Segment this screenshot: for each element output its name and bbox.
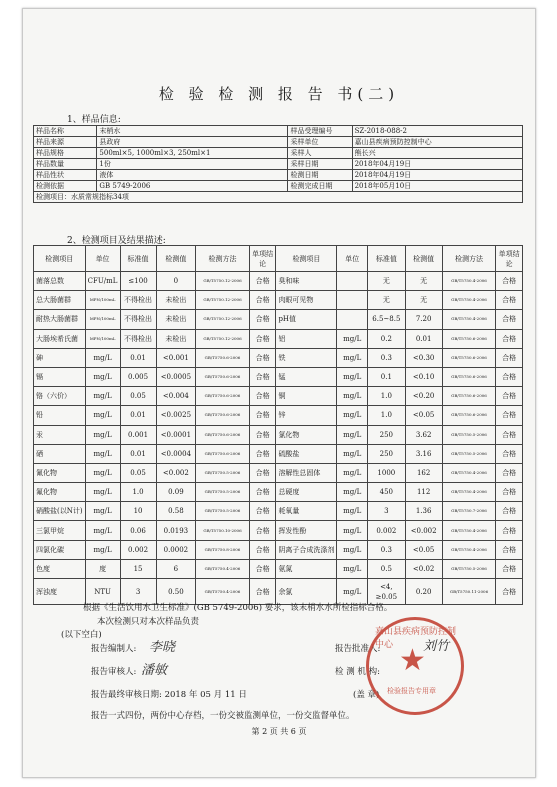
info-label: 检测日期 bbox=[288, 170, 352, 181]
result-cell: mg/L bbox=[337, 444, 368, 463]
info-row bbox=[34, 126, 523, 137]
result-cell: 0.01 bbox=[120, 348, 156, 367]
result-cell: 无 bbox=[405, 291, 442, 310]
result-cell: mg/L bbox=[337, 425, 368, 444]
result-cell: 合格 bbox=[249, 483, 276, 502]
result-cell: GB/T5750.6-2006 bbox=[196, 348, 250, 367]
column-header: 单位 bbox=[337, 246, 368, 272]
result-cell: 砷 bbox=[34, 348, 86, 367]
result-cell: GB/T5750.5-2006 bbox=[196, 502, 250, 521]
column-header: 标准值 bbox=[368, 246, 406, 272]
sample-info-table bbox=[33, 125, 523, 203]
result-cell: <0.0005 bbox=[156, 367, 196, 386]
result-cell: 耐热大肠菌群 bbox=[34, 310, 86, 329]
result-cell: 阴离子合成洗涤剂 bbox=[276, 540, 337, 559]
column-header: 检测值 bbox=[156, 246, 196, 272]
info-label: 样品性状 bbox=[34, 170, 97, 181]
result-cell: 250 bbox=[368, 425, 406, 444]
result-cell: 0.002 bbox=[120, 540, 156, 559]
result-cell bbox=[337, 272, 368, 291]
result-cell: 锌 bbox=[276, 406, 337, 425]
report-page bbox=[22, 8, 536, 778]
result-cell: 3.62 bbox=[405, 425, 442, 444]
result-cell: 耗氧量 bbox=[276, 502, 337, 521]
result-cell: pH值 bbox=[276, 310, 337, 329]
result-cell: 合格 bbox=[496, 291, 523, 310]
result-cell: 肉眼可见物 bbox=[276, 291, 337, 310]
result-row bbox=[34, 444, 523, 463]
result-cell: 6 bbox=[156, 559, 196, 578]
result-cell: 大肠埃希氏菌 bbox=[34, 329, 86, 348]
conclusion-note: 本次检测只对本次样品负责 bbox=[97, 617, 200, 627]
result-cell: 0.001 bbox=[120, 425, 156, 444]
result-cell: 合格 bbox=[496, 444, 523, 463]
result-row bbox=[34, 559, 523, 578]
info-value: 2018年05月10日 bbox=[352, 181, 522, 192]
info-value: 2018年04月19日 bbox=[352, 170, 522, 181]
result-cell: 无 bbox=[405, 272, 442, 291]
result-cell: 合格 bbox=[496, 329, 523, 348]
result-cell: 不得检出 bbox=[120, 291, 156, 310]
result-cell: GB/T5750.12-2006 bbox=[196, 310, 250, 329]
result-cell: NTU bbox=[85, 579, 120, 605]
result-cell: 0.20 bbox=[405, 579, 442, 605]
info-row bbox=[34, 192, 523, 203]
result-cell: 合格 bbox=[249, 387, 276, 406]
result-cell: 合格 bbox=[249, 579, 276, 605]
info-value: 2018年04月19日 bbox=[352, 159, 522, 170]
info-value: 500ml×5, 1000ml×3, 250ml×1 bbox=[97, 148, 288, 159]
column-header: 检测方法 bbox=[196, 246, 250, 272]
info-value: 熊长兴 bbox=[352, 148, 522, 159]
result-cell: mg/L bbox=[337, 502, 368, 521]
result-cell: 未检出 bbox=[156, 329, 196, 348]
result-cell: GB/T5750.5-2006 bbox=[442, 559, 496, 578]
result-cell: 浑浊度 bbox=[34, 579, 86, 605]
result-cell: 0.0002 bbox=[156, 540, 196, 559]
result-cell: GB/T5750.12-2006 bbox=[196, 329, 250, 348]
result-cell: 菌落总数 bbox=[34, 272, 86, 291]
result-cell: 合格 bbox=[249, 425, 276, 444]
agency-label: 检 测 机 构: bbox=[335, 667, 380, 677]
result-cell: 合格 bbox=[249, 367, 276, 386]
seal-ring-text: 嘉山县疾病预防控制中心 bbox=[375, 627, 457, 650]
result-cell: 度 bbox=[85, 559, 120, 578]
result-cell bbox=[337, 310, 368, 329]
result-cell: 0.002 bbox=[368, 521, 406, 540]
info-row bbox=[34, 170, 523, 181]
result-cell: mg/L bbox=[85, 502, 120, 521]
result-row bbox=[34, 329, 523, 348]
result-cell: 0.01 bbox=[120, 406, 156, 425]
column-header: 单项结论 bbox=[249, 246, 276, 272]
result-cell: 色度 bbox=[34, 559, 86, 578]
info-label: 检测完成日期 bbox=[288, 181, 352, 192]
result-cell: 硝酸盐(以N计) bbox=[34, 502, 86, 521]
result-cell: 0.1 bbox=[368, 367, 406, 386]
result-cell: 合格 bbox=[249, 521, 276, 540]
info-row bbox=[34, 181, 523, 192]
section-sample-info-heading: 1、样品信息: bbox=[67, 115, 121, 125]
result-row bbox=[34, 521, 523, 540]
official-seal bbox=[366, 617, 464, 715]
final-review-date: 报告最终审核日期: 2018 年 05 月 11 日 bbox=[91, 690, 247, 700]
approved-by-signature: 刘竹 bbox=[423, 639, 450, 654]
result-cell: 合格 bbox=[496, 310, 523, 329]
result-cell: mg/L bbox=[85, 367, 120, 386]
info-label: 检测依据 bbox=[34, 181, 97, 192]
column-header: 检测项目 bbox=[276, 246, 337, 272]
result-cell: mg/L bbox=[337, 329, 368, 348]
result-cell: 1.36 bbox=[405, 502, 442, 521]
section-results-heading: 2、检测项目及结果描述: bbox=[67, 236, 166, 246]
result-cell: 0.0193 bbox=[156, 521, 196, 540]
result-cell: mg/L bbox=[337, 521, 368, 540]
result-cell: mg/L bbox=[337, 483, 368, 502]
info-label: 样品名称 bbox=[34, 126, 97, 137]
result-row bbox=[34, 310, 523, 329]
result-cell: GB/T5750.6-2006 bbox=[196, 425, 250, 444]
info-label: 采样人 bbox=[288, 148, 352, 159]
result-cell: <0.30 bbox=[405, 348, 442, 367]
result-cell: 3 bbox=[120, 579, 156, 605]
result-cell: 0.3 bbox=[368, 540, 406, 559]
info-label: 采样单位 bbox=[288, 137, 352, 148]
result-row bbox=[34, 387, 523, 406]
result-cell: 合格 bbox=[249, 540, 276, 559]
result-cell: 合格 bbox=[496, 579, 523, 605]
column-header: 单项结论 bbox=[496, 246, 523, 272]
result-cell: 0.005 bbox=[120, 367, 156, 386]
column-header: 检测方法 bbox=[442, 246, 496, 272]
result-cell: GB/T5750.6-2006 bbox=[442, 406, 496, 425]
page-title: 检 验 检 测 报 告 书(二) bbox=[158, 85, 400, 103]
info-value: SZ-2018-088-2 bbox=[352, 126, 522, 137]
result-cell: 铁 bbox=[276, 348, 337, 367]
result-cell: 合格 bbox=[249, 348, 276, 367]
result-cell: mg/L bbox=[85, 540, 120, 559]
result-row bbox=[34, 483, 523, 502]
result-cell: 0.05 bbox=[120, 463, 156, 482]
result-cell: GB/T5750.5-2006 bbox=[442, 444, 496, 463]
reviewed-by-label: 报告审核人: bbox=[91, 667, 137, 677]
result-cell: GB/T5750.4-2006 bbox=[442, 272, 496, 291]
result-cell: <0.0004 bbox=[156, 444, 196, 463]
result-cell: 15 bbox=[120, 559, 156, 578]
result-cell: CFU/mL bbox=[85, 272, 120, 291]
test-items-note: 检测项目：水质常规指标34项 bbox=[34, 192, 523, 203]
result-row bbox=[34, 425, 523, 444]
result-cell: 溶解性总固体 bbox=[276, 463, 337, 482]
info-label: 样品受理编号 bbox=[288, 126, 352, 137]
result-cell: 1.0 bbox=[120, 483, 156, 502]
result-cell: mg/L bbox=[85, 406, 120, 425]
result-cell: GB/T5750.11-2006 bbox=[442, 579, 496, 605]
result-cell: 硒 bbox=[34, 444, 86, 463]
result-cell: 合格 bbox=[249, 502, 276, 521]
result-cell: mg/L bbox=[337, 406, 368, 425]
result-cell: GB/T5750.7-2006 bbox=[442, 502, 496, 521]
result-cell: mg/L bbox=[337, 463, 368, 482]
info-value: 1份 bbox=[97, 159, 288, 170]
result-cell: GB/T5750.6-2006 bbox=[196, 406, 250, 425]
result-cell: mg/L bbox=[337, 367, 368, 386]
result-cell: ≤100 bbox=[120, 272, 156, 291]
result-cell: 7.20 bbox=[405, 310, 442, 329]
result-cell: 1.0 bbox=[368, 387, 406, 406]
result-cell: 1000 bbox=[368, 463, 406, 482]
result-cell: 不得检出 bbox=[120, 310, 156, 329]
result-cell: 氰化物 bbox=[34, 463, 86, 482]
result-cell: 162 bbox=[405, 463, 442, 482]
info-row bbox=[34, 137, 523, 148]
result-cell: mg/L bbox=[337, 348, 368, 367]
result-cell: GB/T5750.6-2006 bbox=[442, 367, 496, 386]
result-cell: mg/L bbox=[85, 483, 120, 502]
result-cell: 0.2 bbox=[368, 329, 406, 348]
result-cell: <0.002 bbox=[156, 463, 196, 482]
result-cell: GB/T5750.4-2006 bbox=[442, 463, 496, 482]
result-cell: GB/T5750.6-2006 bbox=[196, 387, 250, 406]
column-header: 单位 bbox=[85, 246, 120, 272]
result-row bbox=[34, 502, 523, 521]
result-cell: GB/T5750.12-2006 bbox=[196, 272, 250, 291]
result-row bbox=[34, 272, 523, 291]
result-cell: MPN/100mL bbox=[85, 329, 120, 348]
result-cell: 112 bbox=[405, 483, 442, 502]
result-cell: 硫酸盐 bbox=[276, 444, 337, 463]
result-cell: 无 bbox=[368, 272, 406, 291]
result-cell: GB/T5750.12-2006 bbox=[196, 291, 250, 310]
result-cell: 臭和味 bbox=[276, 272, 337, 291]
result-cell: <0.05 bbox=[405, 540, 442, 559]
result-cell: mg/L bbox=[337, 540, 368, 559]
result-cell: <4, ≥0.05 bbox=[368, 579, 406, 605]
info-label: 样品来源 bbox=[34, 137, 97, 148]
result-cell: <0.004 bbox=[156, 387, 196, 406]
result-cell: 汞 bbox=[34, 425, 86, 444]
result-cell: 合格 bbox=[496, 483, 523, 502]
result-cell: <0.05 bbox=[405, 406, 442, 425]
info-value: GB 5749-2006 bbox=[97, 181, 288, 192]
result-cell: 0.01 bbox=[120, 444, 156, 463]
result-cell: 合格 bbox=[496, 502, 523, 521]
result-cell: 挥发性酚 bbox=[276, 521, 337, 540]
result-cell: 0.09 bbox=[156, 483, 196, 502]
result-cell: 合格 bbox=[496, 367, 523, 386]
result-cell: mg/L bbox=[85, 425, 120, 444]
result-cell: 锰 bbox=[276, 367, 337, 386]
result-cell: GB/T5750.6-2006 bbox=[196, 444, 250, 463]
result-cell: MPN/100mL bbox=[85, 310, 120, 329]
result-cell: 铅 bbox=[34, 406, 86, 425]
result-cell: 未检出 bbox=[156, 291, 196, 310]
result-cell: 0.3 bbox=[368, 348, 406, 367]
result-cell: 合格 bbox=[496, 406, 523, 425]
info-label: 样品规格 bbox=[34, 148, 97, 159]
result-cell: 合格 bbox=[249, 272, 276, 291]
result-cell: mg/L bbox=[85, 387, 120, 406]
star-icon: ★ bbox=[399, 643, 426, 678]
result-cell: 铜 bbox=[276, 387, 337, 406]
result-cell: mg/L bbox=[337, 559, 368, 578]
result-cell: GB/T5750.4-2006 bbox=[442, 310, 496, 329]
seal-bottom-text: 检验报告专用章 bbox=[387, 687, 436, 695]
result-cell: mg/L bbox=[337, 579, 368, 605]
result-cell: 1.0 bbox=[368, 406, 406, 425]
result-cell: 未检出 bbox=[156, 310, 196, 329]
result-cell: 合格 bbox=[249, 329, 276, 348]
result-cell: 合格 bbox=[496, 272, 523, 291]
result-cell: GB/T5750.6-2006 bbox=[442, 329, 496, 348]
column-header: 标准值 bbox=[120, 246, 156, 272]
result-cell: mg/L bbox=[337, 387, 368, 406]
result-cell: 合格 bbox=[249, 559, 276, 578]
result-cell: 合格 bbox=[249, 444, 276, 463]
result-row bbox=[34, 291, 523, 310]
result-cell: <0.002 bbox=[405, 521, 442, 540]
result-row bbox=[34, 406, 523, 425]
result-cell: 0.01 bbox=[405, 329, 442, 348]
result-cell: GB/T5750.4-2006 bbox=[196, 579, 250, 605]
result-cell: GB/T5750.5-2006 bbox=[442, 425, 496, 444]
result-cell: <0.0025 bbox=[156, 406, 196, 425]
result-cell: 合格 bbox=[249, 463, 276, 482]
result-cell: 合格 bbox=[249, 291, 276, 310]
seal-label: (盖 章) bbox=[353, 690, 380, 700]
result-cell: 氨氮 bbox=[276, 559, 337, 578]
result-cell: GB/T5750.6-2006 bbox=[196, 367, 250, 386]
result-cell: 10 bbox=[120, 502, 156, 521]
result-cell: GB/T5750.6-2006 bbox=[442, 348, 496, 367]
result-cell: 镉 bbox=[34, 367, 86, 386]
prepared-by-signature: 李晓 bbox=[149, 640, 176, 655]
result-cell: 氟化物 bbox=[34, 483, 86, 502]
result-cell: 合格 bbox=[496, 348, 523, 367]
result-row bbox=[34, 540, 523, 559]
result-cell: 250 bbox=[368, 444, 406, 463]
approved-by-label: 报告批准人: bbox=[335, 644, 381, 654]
result-cell: 合格 bbox=[496, 559, 523, 578]
result-cell: GB/T5750.10-2006 bbox=[196, 521, 250, 540]
result-cell: mg/L bbox=[85, 521, 120, 540]
result-cell: 0.50 bbox=[156, 579, 196, 605]
result-cell: 0.05 bbox=[120, 387, 156, 406]
result-cell: 总硬度 bbox=[276, 483, 337, 502]
result-row bbox=[34, 463, 523, 482]
info-value: 县政府 bbox=[97, 137, 288, 148]
result-cell: <0.001 bbox=[156, 348, 196, 367]
result-cell: mg/L bbox=[85, 348, 120, 367]
info-value: 嘉山县疾病预防控制中心 bbox=[352, 137, 522, 148]
result-cell: 0.06 bbox=[120, 521, 156, 540]
prepared-by-label: 报告编制人: bbox=[91, 644, 137, 654]
result-cell: 3.16 bbox=[405, 444, 442, 463]
conclusion-line: 根据《生活饮用水卫生标准》(GB 5749-2006) 要求，该末梢水水所检指标合格。 bbox=[83, 603, 393, 613]
result-cell: GB/T5750.4-2006 bbox=[442, 540, 496, 559]
result-cell: 总大肠菌群 bbox=[34, 291, 86, 310]
result-cell: 合格 bbox=[496, 463, 523, 482]
result-cell: 无 bbox=[368, 291, 406, 310]
result-cell: mg/L bbox=[85, 444, 120, 463]
result-cell: 三氯甲烷 bbox=[34, 521, 86, 540]
result-cell: 合格 bbox=[496, 425, 523, 444]
result-cell: 合格 bbox=[249, 310, 276, 329]
result-cell: 450 bbox=[368, 483, 406, 502]
result-cell: 不得检出 bbox=[120, 329, 156, 348]
result-cell: <0.0001 bbox=[156, 425, 196, 444]
result-cell: 3 bbox=[368, 502, 406, 521]
result-row bbox=[34, 348, 523, 367]
result-cell: GB/T5750.4-2006 bbox=[196, 559, 250, 578]
result-cell: MPN/100mL bbox=[85, 291, 120, 310]
result-cell: <0.10 bbox=[405, 367, 442, 386]
column-header: 检测值 bbox=[405, 246, 442, 272]
blank-below-note: (以下空白) bbox=[61, 630, 102, 640]
result-cell: 6.5~8.5 bbox=[368, 310, 406, 329]
info-label: 样品数量 bbox=[34, 159, 97, 170]
result-cell: 氯化物 bbox=[276, 425, 337, 444]
result-cell: 铝 bbox=[276, 329, 337, 348]
result-cell bbox=[337, 291, 368, 310]
info-value: 液体 bbox=[97, 170, 288, 181]
result-cell: 0 bbox=[156, 272, 196, 291]
result-cell: 合格 bbox=[496, 521, 523, 540]
column-header: 检测项目 bbox=[34, 246, 86, 272]
result-cell: 0.58 bbox=[156, 502, 196, 521]
result-cell: mg/L bbox=[85, 463, 120, 482]
result-cell: 四氯化碳 bbox=[34, 540, 86, 559]
info-row bbox=[34, 159, 523, 170]
result-cell: GB/T5750.8-2006 bbox=[196, 540, 250, 559]
distribution-note: 报告一式四份，两份中心存档，一份交被监测单位，一份交监督单位。 bbox=[91, 711, 355, 721]
result-cell: GB/T5750.5-2006 bbox=[196, 483, 250, 502]
result-cell: GB/T5750.5-2006 bbox=[196, 463, 250, 482]
result-row bbox=[34, 367, 523, 386]
result-cell: GB/T5750.4-2006 bbox=[442, 521, 496, 540]
result-cell: GB/T5750.6-2006 bbox=[442, 387, 496, 406]
result-cell: <0.20 bbox=[405, 387, 442, 406]
page-number: 第 2 页 共 6 页 bbox=[251, 727, 307, 736]
result-cell: 余氯 bbox=[276, 579, 337, 605]
result-cell: <0.02 bbox=[405, 559, 442, 578]
result-cell: GB/T5750.4-2006 bbox=[442, 291, 496, 310]
result-cell: 合格 bbox=[496, 387, 523, 406]
result-cell: 铬（六价） bbox=[34, 387, 86, 406]
info-value: 末梢水 bbox=[97, 126, 288, 137]
result-cell: GB/T5750.4-2006 bbox=[442, 483, 496, 502]
info-label: 采样日期 bbox=[288, 159, 352, 170]
info-row bbox=[34, 148, 523, 159]
result-cell: 0.5 bbox=[368, 559, 406, 578]
results-table bbox=[33, 245, 523, 605]
reviewed-by-signature: 潘敏 bbox=[141, 663, 168, 678]
result-cell: 合格 bbox=[496, 540, 523, 559]
result-cell: 合格 bbox=[249, 406, 276, 425]
